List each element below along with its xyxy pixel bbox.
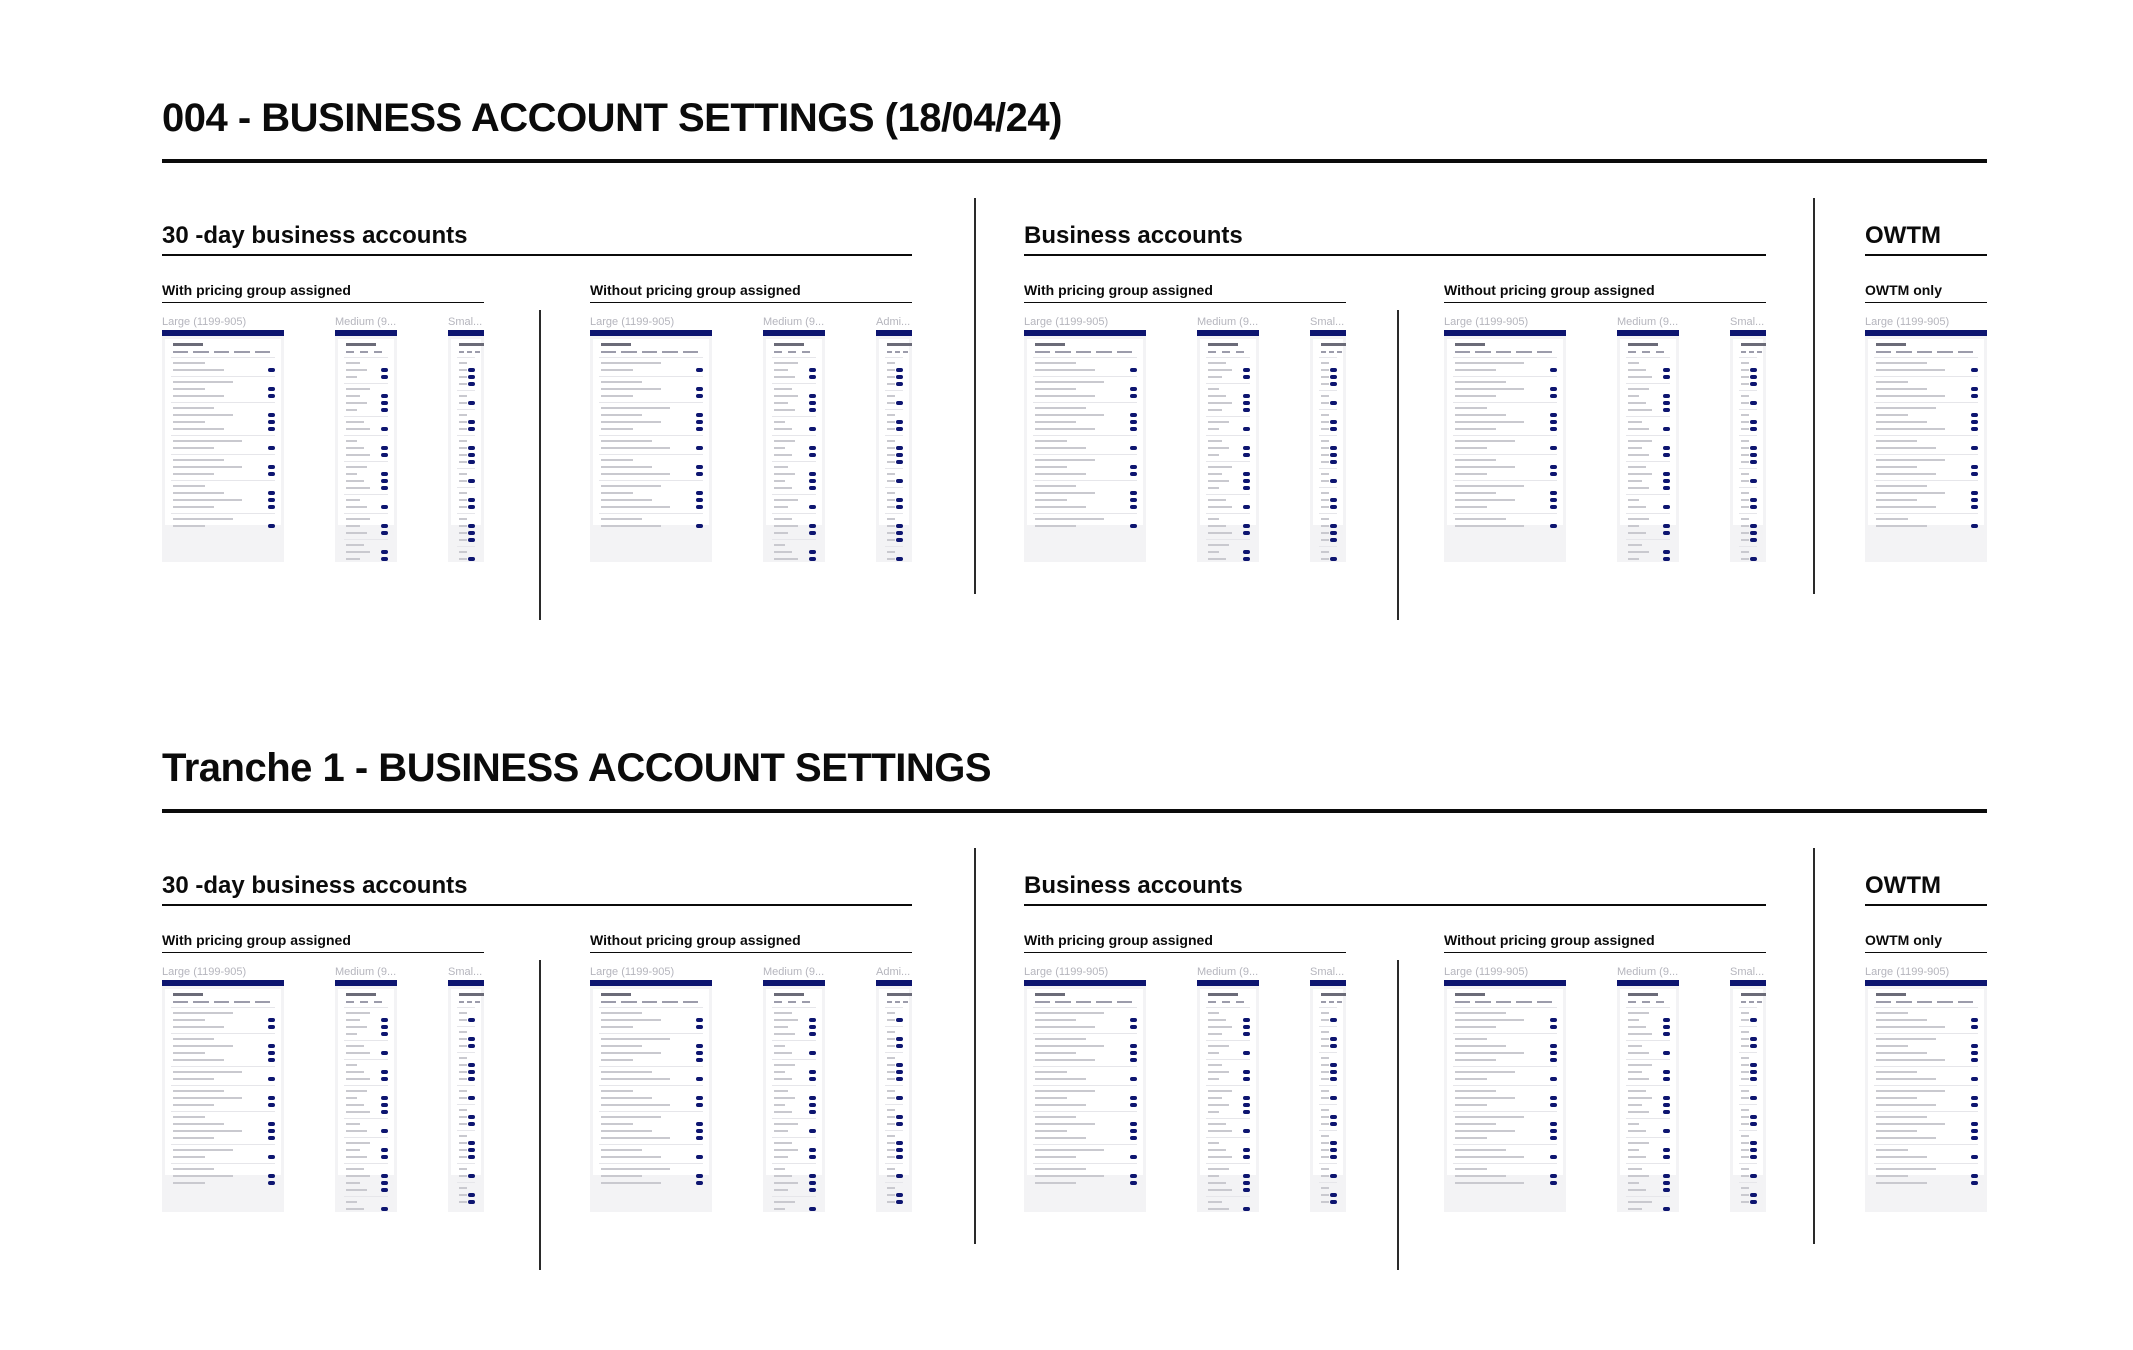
thumbnail-content — [1620, 339, 1676, 525]
thumbnail-content — [766, 989, 822, 1175]
thumbnail-header-bar — [1024, 980, 1146, 986]
frame-label: Large (1199-905) — [590, 966, 675, 978]
frame-label: Medium (9... — [1617, 316, 1679, 328]
thumbnail-header-bar — [763, 980, 825, 986]
group-title: Without pricing group assigned — [1444, 282, 1655, 298]
thumbnail-header-bar — [876, 330, 912, 336]
frame-preview — [1024, 980, 1146, 1212]
thumbnail-header-bar — [1024, 330, 1146, 336]
frame-label: Large (1199-905) — [1444, 966, 1529, 978]
column-divider — [162, 904, 912, 906]
thumbnail-content — [1733, 339, 1763, 525]
frame-label: Smal... — [1310, 316, 1345, 328]
frame-medium[interactable] — [1197, 316, 1259, 566]
thumbnail-header-bar — [448, 980, 484, 986]
frame-label: Large (1199-905) — [162, 966, 247, 978]
column-divider — [162, 254, 912, 256]
frame-preview — [1197, 980, 1259, 1212]
frame-label: Large (1199-905) — [1865, 316, 1950, 328]
frame-preview — [876, 330, 912, 562]
column-30-day-business-accounts — [162, 872, 912, 1272]
thumbnail-content — [766, 339, 822, 525]
frame-admin[interactable] — [876, 316, 912, 566]
thumbnail-header-bar — [1444, 330, 1566, 336]
group-title: With pricing group assigned — [1024, 932, 1213, 948]
frame-label: Medium (9... — [1617, 966, 1679, 978]
column-30-day-business-accounts — [162, 222, 912, 622]
group-title: OWTM only — [1865, 282, 1942, 298]
frame-label: Smal... — [448, 316, 483, 328]
frame-admin[interactable] — [876, 966, 912, 1216]
frame-small[interactable] — [1310, 316, 1346, 566]
thumbnail-content — [879, 989, 909, 1175]
thumbnail-content — [1313, 989, 1343, 1175]
group-divider — [590, 952, 912, 953]
frame-medium[interactable] — [763, 966, 825, 1216]
section-divider — [162, 809, 1987, 813]
group-divider — [1865, 302, 1987, 303]
thumbnail-content — [1447, 339, 1563, 525]
thumbnail-content — [165, 339, 281, 525]
frame-preview — [1444, 330, 1566, 562]
group-divider — [162, 952, 484, 953]
group-without-pricing — [1444, 932, 1766, 1232]
thumbnail-header-bar — [1865, 980, 1987, 986]
group-divider — [1444, 302, 1766, 303]
column-separator — [1813, 848, 1815, 1244]
group-title: Without pricing group assigned — [590, 932, 801, 948]
thumbnail-header-bar — [448, 330, 484, 336]
group-divider — [1865, 952, 1987, 953]
frame-preview — [162, 980, 284, 1212]
thumbnail-content — [1200, 339, 1256, 525]
thumbnail-header-bar — [876, 980, 912, 986]
thumbnail-content — [338, 989, 394, 1175]
thumbnail-content — [1313, 339, 1343, 525]
group-without-pricing — [590, 282, 912, 582]
frame-label: Medium (9... — [763, 316, 825, 328]
group-title: With pricing group assigned — [1024, 282, 1213, 298]
frame-label: Smal... — [1730, 966, 1765, 978]
frame-large[interactable] — [1865, 316, 1987, 566]
thumbnail-content — [1868, 339, 1984, 525]
group-with-pricing — [162, 932, 484, 1232]
group-without-pricing — [1444, 282, 1766, 582]
frame-label: Medium (9... — [1197, 316, 1259, 328]
group-divider — [590, 302, 912, 303]
group-separator — [1397, 960, 1399, 1270]
thumbnail-content — [1027, 989, 1143, 1175]
frame-preview — [1197, 330, 1259, 562]
group-separator — [1397, 310, 1399, 620]
column-title: 30 -day business accounts — [162, 222, 468, 249]
group-with-pricing — [162, 282, 484, 582]
frame-preview — [1310, 980, 1346, 1212]
thumbnail-header-bar — [1730, 980, 1766, 986]
frame-label: Large (1199-905) — [1024, 966, 1109, 978]
group-divider — [162, 302, 484, 303]
frame-medium[interactable] — [335, 966, 397, 1216]
thumbnail-header-bar — [590, 980, 712, 986]
group-title: OWTM only — [1865, 932, 1942, 948]
thumbnail-content — [1868, 989, 1984, 1175]
frame-preview — [162, 330, 284, 562]
thumbnail-header-bar — [1197, 980, 1259, 986]
frame-medium[interactable] — [335, 316, 397, 566]
thumbnail-content — [593, 989, 709, 1175]
frame-medium[interactable] — [763, 316, 825, 566]
frame-small[interactable] — [1730, 966, 1766, 1216]
frame-label: Large (1199-905) — [1865, 966, 1950, 978]
thumbnail-content — [165, 989, 281, 1175]
column-owtm — [1865, 872, 1987, 1272]
frame-label: Large (1199-905) — [1024, 316, 1109, 328]
frame-label: Medium (9... — [335, 316, 397, 328]
frame-large[interactable] — [590, 316, 712, 566]
group-divider — [1024, 952, 1346, 953]
frame-small[interactable] — [1310, 966, 1346, 1216]
frame-preview — [1865, 330, 1987, 562]
frame-label: Medium (9... — [1197, 966, 1259, 978]
thumbnail-header-bar — [1444, 980, 1566, 986]
thumbnail-header-bar — [1310, 980, 1346, 986]
thumbnail-header-bar — [162, 980, 284, 986]
frame-label: Smal... — [1730, 316, 1765, 328]
thumbnail-header-bar — [1730, 330, 1766, 336]
column-title: OWTM — [1865, 872, 1941, 899]
frame-large[interactable] — [162, 966, 284, 1216]
group-title: With pricing group assigned — [162, 282, 351, 298]
frame-medium[interactable] — [1197, 966, 1259, 1216]
frame-preview — [876, 980, 912, 1212]
frame-label: Medium (9... — [763, 966, 825, 978]
thumbnail-content — [338, 339, 394, 525]
column-divider — [1024, 254, 1766, 256]
thumbnail-content — [1733, 989, 1763, 1175]
thumbnail-header-bar — [162, 330, 284, 336]
column-separator — [1813, 198, 1815, 594]
thumbnail-content — [451, 339, 481, 525]
thumbnail-header-bar — [590, 330, 712, 336]
column-separator — [974, 848, 976, 1244]
column-title: Business accounts — [1024, 222, 1243, 249]
frame-preview — [763, 980, 825, 1212]
thumbnail-content — [1620, 989, 1676, 1175]
frame-small[interactable] — [448, 966, 484, 1216]
frame-label: Medium (9... — [335, 966, 397, 978]
frame-large[interactable] — [590, 966, 712, 1216]
thumbnail-content — [879, 339, 909, 525]
frame-small[interactable] — [448, 316, 484, 566]
section-divider — [162, 159, 1987, 163]
frame-label: Admi... — [876, 316, 911, 328]
frame-large[interactable] — [1444, 966, 1566, 1216]
frame-label: Large (1199-905) — [590, 316, 675, 328]
group-title: With pricing group assigned — [162, 932, 351, 948]
frame-preview — [1024, 330, 1146, 562]
thumbnail-content — [1027, 339, 1143, 525]
frame-large[interactable] — [1865, 966, 1987, 1216]
frame-small[interactable] — [1730, 316, 1766, 566]
group-without-pricing — [590, 932, 912, 1232]
frame-preview — [590, 980, 712, 1212]
thumbnail-header-bar — [1617, 330, 1679, 336]
thumbnail-content — [1447, 989, 1563, 1175]
frame-preview — [1310, 330, 1346, 562]
thumbnail-header-bar — [335, 330, 397, 336]
thumbnail-header-bar — [763, 330, 825, 336]
column-divider — [1865, 904, 1987, 906]
thumbnail-header-bar — [1310, 330, 1346, 336]
column-owtm — [1865, 222, 1987, 622]
column-business-accounts — [1024, 872, 1766, 1272]
group-owtm-only — [1865, 932, 1987, 1232]
frame-preview — [590, 330, 712, 562]
section-004 — [162, 96, 1987, 616]
group-separator — [539, 960, 541, 1270]
frame-preview — [1617, 330, 1679, 562]
column-title: 30 -day business accounts — [162, 872, 468, 899]
thumbnail-header-bar — [335, 980, 397, 986]
group-title: Without pricing group assigned — [1444, 932, 1655, 948]
frame-medium[interactable] — [1617, 316, 1679, 566]
column-title: Business accounts — [1024, 872, 1243, 899]
frame-label: Admi... — [876, 966, 911, 978]
frame-label: Large (1199-905) — [162, 316, 247, 328]
column-title: OWTM — [1865, 222, 1941, 249]
group-divider — [1024, 302, 1346, 303]
thumbnail-header-bar — [1865, 330, 1987, 336]
frame-large[interactable] — [1024, 316, 1146, 566]
frame-large[interactable] — [1024, 966, 1146, 1216]
section-tranche-1 — [162, 746, 1987, 1266]
section-title: 004 - BUSINESS ACCOUNT SETTINGS (18/04/24) — [162, 96, 1062, 140]
group-owtm-only — [1865, 282, 1987, 582]
frame-preview — [335, 980, 397, 1212]
column-business-accounts — [1024, 222, 1766, 622]
frame-medium[interactable] — [1617, 966, 1679, 1216]
frame-preview — [448, 980, 484, 1212]
thumbnail-content — [593, 339, 709, 525]
thumbnail-content — [451, 989, 481, 1175]
frame-large[interactable] — [1444, 316, 1566, 566]
frame-preview — [1617, 980, 1679, 1212]
frame-preview — [335, 330, 397, 562]
frame-preview — [448, 330, 484, 562]
frame-preview — [1730, 980, 1766, 1212]
group-title: Without pricing group assigned — [590, 282, 801, 298]
frame-large[interactable] — [162, 316, 284, 566]
column-separator — [974, 198, 976, 594]
thumbnail-header-bar — [1617, 980, 1679, 986]
thumbnail-content — [1200, 989, 1256, 1175]
group-divider — [1444, 952, 1766, 953]
section-title: Tranche 1 - BUSINESS ACCOUNT SETTINGS — [162, 746, 992, 790]
frame-preview — [1444, 980, 1566, 1212]
frame-label: Large (1199-905) — [1444, 316, 1529, 328]
group-with-pricing — [1024, 932, 1346, 1232]
group-with-pricing — [1024, 282, 1346, 582]
column-divider — [1024, 904, 1766, 906]
thumbnail-header-bar — [1197, 330, 1259, 336]
frame-preview — [763, 330, 825, 562]
column-divider — [1865, 254, 1987, 256]
group-separator — [539, 310, 541, 620]
frame-label: Smal... — [448, 966, 483, 978]
frame-preview — [1730, 330, 1766, 562]
frame-label: Smal... — [1310, 966, 1345, 978]
frame-preview — [1865, 980, 1987, 1212]
